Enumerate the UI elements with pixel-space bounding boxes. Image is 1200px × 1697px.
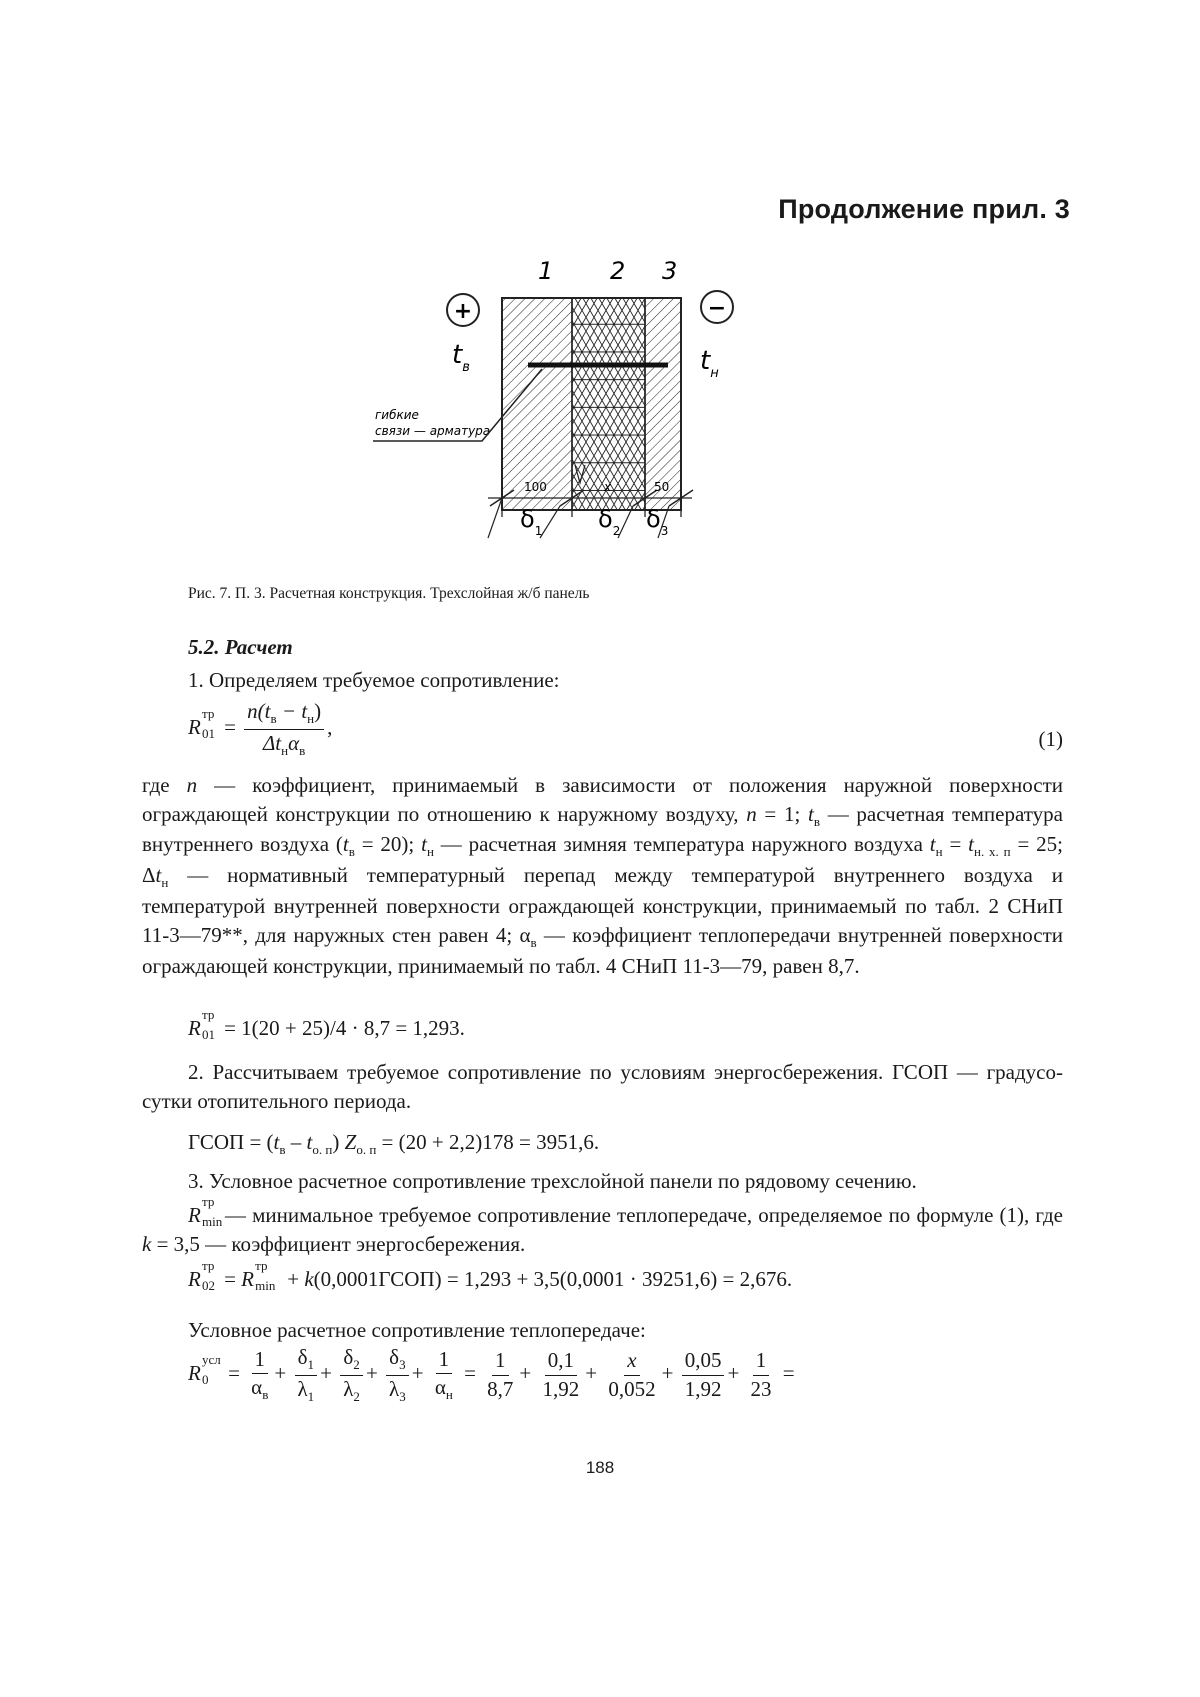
- rmin-paragraph: R тр min — минимальное требуемое сопротивление теплопередаче, определяемое по формуле (1), где k = 3,5 — коэффициент энергосбережения.: [142, 1194, 1063, 1256]
- step-1: 1. Определяем требуемое сопротивление:: [188, 668, 560, 692]
- t-inner-label: $t_в$: [452, 340, 470, 375]
- section-title: 5.2. Расчет: [188, 635, 293, 659]
- calc-r01: R тр 01 = 1(20 + 25)/4 · 8,7 = 1,293.: [188, 1007, 465, 1042]
- conditional-resistance-label: Условное расчетное сопротивление теплопередаче:: [188, 1318, 646, 1342]
- dimension-100: 100: [524, 480, 547, 494]
- layer-label-3: 3: [662, 257, 678, 285]
- svg-text:−: −: [707, 296, 727, 321]
- delta-3-label: $\delta_3$: [646, 505, 669, 538]
- gsop-formula: ГСОП = $(t_в - t_{о. п}) Z_{о. п} = (20 + 2,2)178 = 3951,6$.: [188, 1130, 600, 1158]
- running-header: Продолжение прил. 3: [778, 194, 1070, 224]
- formula-1: R тр 01 = $\frac{n(t_в - t_н)}{\Delta t_н\alpha_в}$ ,: [188, 699, 333, 758]
- dimension-x: x: [604, 480, 612, 494]
- minus-icon: [701, 291, 733, 323]
- t-outer-label: $t_н$: [700, 346, 719, 381]
- layer-3-concrete: [645, 298, 681, 510]
- note-line-1: гибкие: [375, 408, 419, 422]
- calc-r02: R тр 02 = R тр min + k(0,0001ГСОП) = 1,293 + 3,5(0,0001 · 39251,6) = 2,676.: [188, 1258, 793, 1293]
- dimension-50: 50: [654, 480, 670, 494]
- layer-2-insulation: [572, 298, 645, 510]
- figure-caption: Рис. 7. П. 3. Расчетная конструкция. Трехслойная ж/б панель: [188, 585, 590, 602]
- step-3: 3. Условное расчетное сопротивление трехслойной панели по рядовому сечению.: [188, 1169, 917, 1193]
- delta-2-label: $\delta_2$: [598, 505, 621, 538]
- layer-label-1: 1: [538, 257, 554, 285]
- note-line-2: связи — арматура: [375, 424, 491, 438]
- panel-figure: [375, 255, 760, 575]
- formula-conditional-resistance: R усл 0 = $\frac{1}{\alpha_в}$ + $\frac{\delta_1}{\lambda_1}$ + $\frac{\delta_2}{\lambda_2}$ + $\frac{\delta_3}{\lambda_3}$ + $\frac{1}{\alpha_н}$ = $\frac{1}{8,7}$ + $\frac{0,1}{1,92}$ + $\frac{x}{0,052}$ + $\frac{0,05}{1,92}$ + $\frac{1}{23}$ =: [188, 1345, 795, 1404]
- page-number: 188: [585, 1458, 615, 1477]
- step-2: 2. Рассчитываем требуемое сопротивление по условиям энергосбережения. ГСОП — градусо-сутки отопительного периода.: [142, 1060, 1063, 1113]
- svg-text:+: +: [453, 299, 473, 324]
- paragraph-definitions: где n — коэффициент, принимаемый в зависимости от положения наружной поверхности ограждающей конструкции по отношению к наружному воздуху, n = 1; $t_в$ — расчетная температура внутреннего воздуха $(t_в = 20)$; $t_н$ — расчетная зимняя температура наружного воздуха $t_н = t_{н. х. п} = 25$; $\Delta t_н$ — нормативный температурный перепад между температурой внутреннего воздуха и температурой внутренней поверхности ограждающей конструкции, принимаемый по табл. 2 СНиП 11-3—79**, для наружных стен равен 4; $\alpha_в$ — коэффициент теплопередачи внутренней поверхности ограждающей конструкции, принимаемый по табл. 4 СНиП 11-3—79, равен 8,7.: [142, 773, 1064, 978]
- delta-1-label: $\delta_1$: [520, 505, 543, 538]
- layer-label-2: 2: [610, 257, 626, 285]
- equation-number: (1): [1038, 727, 1063, 751]
- plus-icon: [447, 294, 479, 326]
